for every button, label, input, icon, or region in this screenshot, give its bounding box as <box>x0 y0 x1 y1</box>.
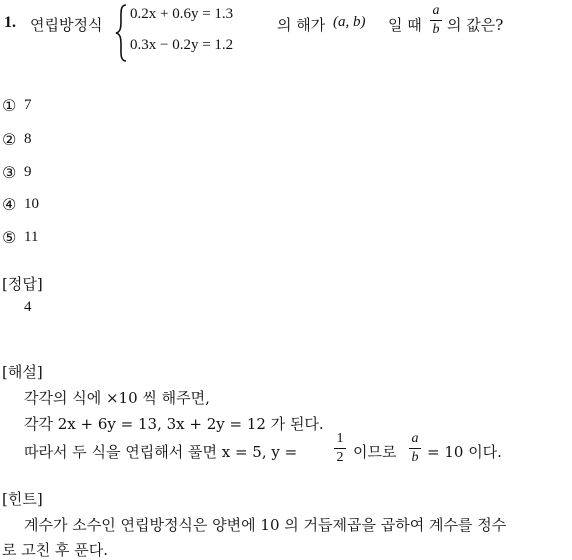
equation-1: 0.2x + 0.6y = 1.3 <box>130 6 234 22</box>
hint-line-2: 로 고친 후 푼다. <box>2 541 109 559</box>
question-number: 1. <box>4 14 16 31</box>
answer-value: 4 <box>24 299 32 315</box>
option-1-value[interactable]: 7 <box>24 97 32 113</box>
option-1-marker[interactable]: ① <box>2 96 17 115</box>
hint-title: [힌트] <box>2 490 43 508</box>
option-2-value[interactable]: 8 <box>24 131 32 147</box>
solution-pair: (a, b) <box>333 14 366 30</box>
solution-line-3-start: 따라서 두 식을 연립해서 풀면 x = 5, y = <box>24 443 298 461</box>
fraction-bar <box>430 20 442 21</box>
solution-line-3-end: = 10 이다. <box>427 443 502 461</box>
option-2-marker[interactable]: ② <box>2 130 17 149</box>
hint-line-1: 계수가 소수인 연립방정식은 양변에 10 의 거듭제곱을 곱하여 계수를 정수 <box>24 516 507 534</box>
option-4-marker[interactable]: ④ <box>2 195 17 214</box>
option-3-marker[interactable]: ③ <box>2 163 17 182</box>
fraction-a-over-b <box>430 3 442 38</box>
option-5-marker[interactable]: ⑤ <box>2 228 17 247</box>
fraction-one-half <box>334 431 346 466</box>
fraction-denominator: 2 <box>336 450 344 465</box>
question-prefix: 연립방정식 <box>30 16 103 34</box>
option-3-value[interactable]: 9 <box>24 164 32 180</box>
question-suffix: 의 값은? <box>447 16 504 34</box>
solution-line-2: 각각 2x + 6y = 13, 3x + 2y = 12 가 된다. <box>24 415 324 433</box>
answer-title: [정답] <box>2 275 43 293</box>
fraction-a-over-b-solution <box>409 431 421 466</box>
question-mid-text: 의 해가 <box>277 16 326 34</box>
option-4-value[interactable]: 10 <box>24 196 39 212</box>
equation-2: 0.3x − 0.2y = 1.2 <box>130 37 234 53</box>
system-brace-icon <box>114 3 128 63</box>
solution-title: [해설] <box>2 363 43 381</box>
fraction-denominator: b <box>411 450 419 465</box>
option-5-value[interactable]: 11 <box>24 229 39 245</box>
solution-line-1: 각각의 식에 ×10 씩 해주면, <box>24 389 210 407</box>
fraction-numerator: 1 <box>336 431 344 446</box>
fraction-numerator: a <box>432 3 440 18</box>
fraction-denominator: b <box>432 22 440 37</box>
question-when-text: 일 때 <box>388 16 422 34</box>
fraction-bar <box>334 448 346 449</box>
fraction-numerator: a <box>411 431 419 446</box>
fraction-bar <box>409 448 421 449</box>
solution-line-3-middle: 이므로 <box>353 443 397 461</box>
